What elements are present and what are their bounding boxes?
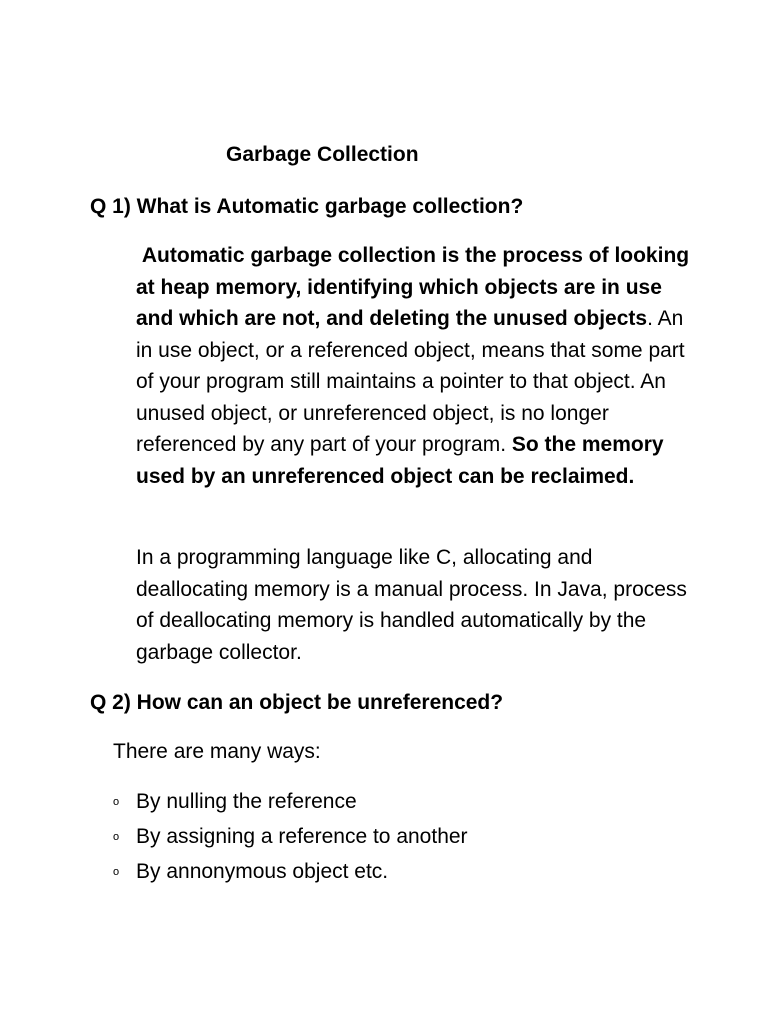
answer-1-body-text: . An in use object, or a referenced object, means that some part of your program still maintains a pointer to that object. An unused object, or unreferenced object, is no longer referenced by any part of your program. [136,307,685,456]
list-item-text: By nulling the reference [136,790,357,813]
bullet-icon: o [113,831,120,843]
answer-2-intro: There are many ways: [113,740,321,763]
question-1-heading: Q 1) What is Automatic garbage collection? [90,195,524,218]
list-item-text: By assigning a reference to another [136,825,468,848]
question-2-heading: Q 2) How can an object be unreferenced? [90,691,504,714]
answer-1-bold-lead: Automatic garbage collection is the process of looking at heap memory, identifying which objects are in use and which are not, and deleting the unused objects [136,244,690,330]
answer-1-paragraph-1 [136,240,696,492]
answer-1-bold-tail: So the memory used by an unreferenced object can be reclaimed. [136,433,664,488]
bullet-icon: o [113,796,120,808]
document-title: Garbage Collection [226,143,419,166]
bullet-icon: o [113,866,120,878]
list-item-text: By annonymous object etc. [136,860,389,883]
answer-1-paragraph-2: In a programming language like C, allocating and deallocating memory is a manual process. In Java, process of deallocating memory is handled automatically by the garbage collector. [136,546,687,664]
